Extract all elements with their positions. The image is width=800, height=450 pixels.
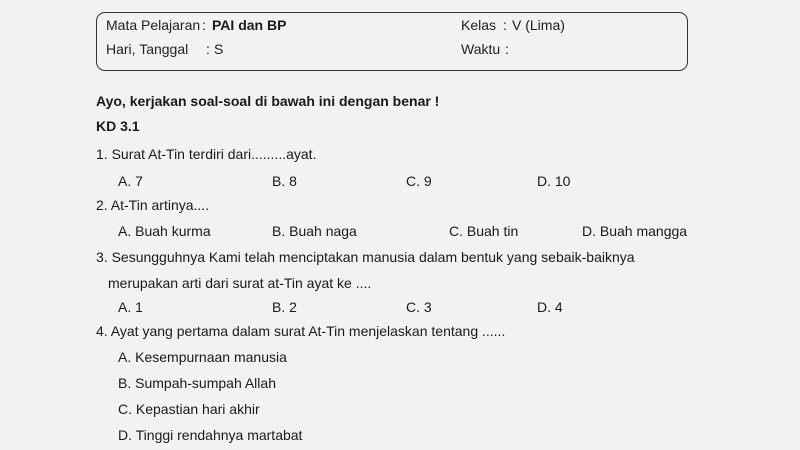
date-value: S: [214, 41, 224, 57]
subject-label: Mata Pelajaran: [106, 17, 201, 33]
option-4d: D. Tinggi rendahnya martabat: [118, 427, 303, 443]
option-3c: C. 3: [406, 299, 432, 315]
question-3-cont: merupakan arti dari surat at-Tin ayat ke ....: [108, 275, 372, 291]
option-1d: D. 10: [537, 173, 571, 189]
option-2b: B. Buah naga: [272, 223, 357, 239]
class-label: Kelas: [461, 17, 497, 33]
instruction: Ayo, kerjakan soal-soal di bawah ini dengan benar !: [96, 93, 440, 109]
colon: :: [505, 41, 509, 57]
colon: :: [503, 17, 507, 33]
option-4c: C. Kepastian hari akhir: [118, 401, 260, 417]
kd-heading: KD 3.1: [96, 118, 140, 134]
option-1a: A. 7: [118, 173, 143, 189]
option-3d: D. 4: [537, 299, 563, 315]
option-1b: B. 8: [272, 173, 297, 189]
question-2: 2. At-Tin artinya....: [96, 197, 210, 213]
question-3: 3. Sesungguhnya Kami telah menciptakan manusia dalam bentuk yang sebaik-baiknya: [96, 249, 635, 265]
class-value: V (Lima): [512, 17, 565, 33]
option-4b: B. Sumpah-sumpah Allah: [118, 375, 276, 391]
option-2c: C. Buah tin: [449, 223, 519, 239]
question-1: 1. Surat At-Tin terdiri dari.........ayat.: [96, 146, 317, 162]
time-label: Waktu: [461, 41, 501, 57]
colon: :: [206, 41, 210, 57]
option-2a: A. Buah kurma: [118, 223, 211, 239]
option-4a: A. Kesempurnaan manusia: [118, 349, 287, 365]
option-2d: D. Buah mangga: [582, 223, 688, 239]
subject-value: PAI dan BP: [212, 17, 287, 33]
colon: :: [202, 17, 206, 33]
option-3b: B. 2: [272, 299, 297, 315]
option-1c: C. 9: [406, 173, 432, 189]
question-4: 4. Ayat yang pertama dalam surat At-Tin menjelaskan tentang ......: [96, 323, 506, 339]
option-3a: A. 1: [118, 299, 143, 315]
date-label: Hari, Tanggal: [106, 41, 189, 57]
